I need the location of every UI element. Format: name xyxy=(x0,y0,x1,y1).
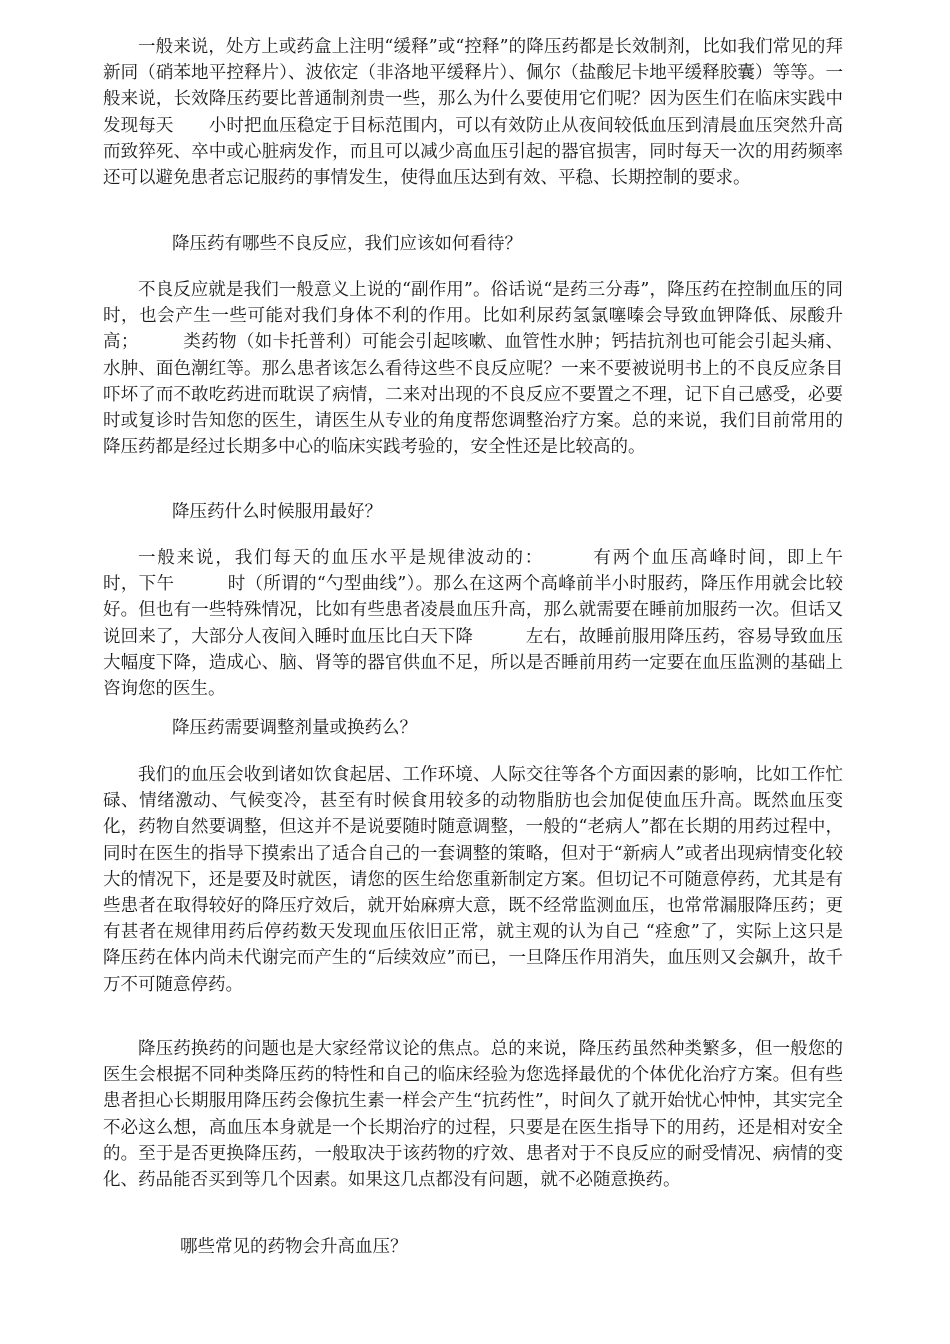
paragraph-switching-drugs: 降压药换药的问题也是大家经常议论的焦点。总的来说，降压药虽然种类繁多，但一般您的医生会根据不同种类降压药的特性和自己的临床经验为您选择最优的个体优化治疗方案。但有些患者担心长期服用降压药会像抗生素一样会产生“抗药性”，时间久了就开始忧心忡忡，其实完全不必这么想，高血压本身就是一个长期治疗的过程，只要是在医生指导下的用药，还是相对安全的。至于是否更换降压药，一般取决于该药物的疗效、患者对于不良反应的耐受情况、病情的变化、药品能否买到等几个因素。如果这几点都没有问题，就不必随意换药。 xyxy=(103,1039,843,1191)
paragraph-side-effects: 不良反应就是我们一般意义上说的“副作用”。俗话说“是药三分毒”，降压药在控制血压的同时，也会产生一些可能对我们身体不利的作用。比如利尿药氢氯噻嗪会导致血钾降低、尿酸升高； 类药物（如卡托普利）可能会引起咳嗽、血管性水肿；钙拮抗剂也可能会引起头痛、水肿、面色潮红等。那么患者该怎么看待这些不良反应呢？一来不要被说明书上的不良反应条目吓坏了而不敢吃药进而耽误了病情，二来对出现的不良反应不要置之不理，记下自己感受，必要时或复诊时告知您的医生，请医生从专业的角度帮您调整治疗方案。总的来说，我们目前常用的降压药都是经过长期多中心的临床实践考验的，安全性还是比较高的。 xyxy=(103,280,843,458)
heading-dosing-time: 降压药什么时候服用最好？ xyxy=(172,502,382,522)
paragraph-dosing-time: 一般来说，我们每天的血压水平是规律波动的： 有两个血压高峰时间，即上午 时，下午 时（所谓的“勺型曲线”）。那么在这两个高峰前半小时服药，降压作用就会比较好。但也有一些特殊情况，比如有些患者凌晨血压升高，那么就需要在睡前加服药一次。但话又说回来了，大部分人夜间入睡时血压比白天下降 左右，故睡前服用降压药，容易导致血压大幅度下降，造成心、脑、肾等的器官供血不足，所以是否睡前用药一定要在血压监测的基础上咨询您的医生。 xyxy=(103,548,878,700)
heading-drugs-raising-bp: 哪些常见的药物会升高血压？ xyxy=(180,1237,408,1257)
heading-side-effects: 降压药有哪些不良反应，我们应该如何看待？ xyxy=(172,234,522,254)
heading-dose-adjustment: 降压药需要调整剂量或换药么？ xyxy=(172,718,417,738)
paragraph-dose-adjustment: 我们的血压会收到诸如饮食起居、工作环境、人际交往等各个方面因素的影响，比如工作忙碌、情绪激动、气候变冷，甚至有时候食用较多的动物脂肪也会加促使血压升高。既然血压变化，药物自然要调整，但这并不是说要随时随意调整，一般的“老病人”都在长期的用药过程中，同时在医生的指导下摸索出了适合自己的一套调整的策略，但对于“新病人”或者出现病情变化较大的情况下，还是要及时就医，请您的医生给您重新制定方案。但切记不可随意停药，尤其是有些患者在取得较好的降压疗效后，就开始麻痹大意，既不经常监测血压，也常常漏服降压药；更有甚者在规律用药后停药数天发现血压依旧正常，就主观的认为自己 “痊愈”了，实际上这只是降压药在体内尚未代谢完而产生的“后续效应”而已，一旦降压作用消失，血压则又会飙升，故千万不可随意停药。 xyxy=(103,765,843,995)
paragraph-long-acting-drugs: 一般来说，处方上或药盒上注明“缓释”或“控释”的降压药都是长效制剂，比如我们常见的拜新同（硝苯地平控释片）、波依定（非洛地平缓释片）、佩尔（盐酸尼卡地平缓释胶囊）等等。一般来说，长效降压药要比普通制剂贵一些，那么为什么要使用它们呢？因为医生们在临床实践中发现每天 小时把血压稳定于目标范围内，可以有效防止从夜间较低血压到清晨血压突然升高而致猝死、卒中或心脏病发作，而且可以减少高血压引起的器官损害，同时每天一次的用药频率还可以避免患者忘记服药的事情发生，使得血压达到有效、平稳、长期控制的要求。 xyxy=(103,37,843,189)
